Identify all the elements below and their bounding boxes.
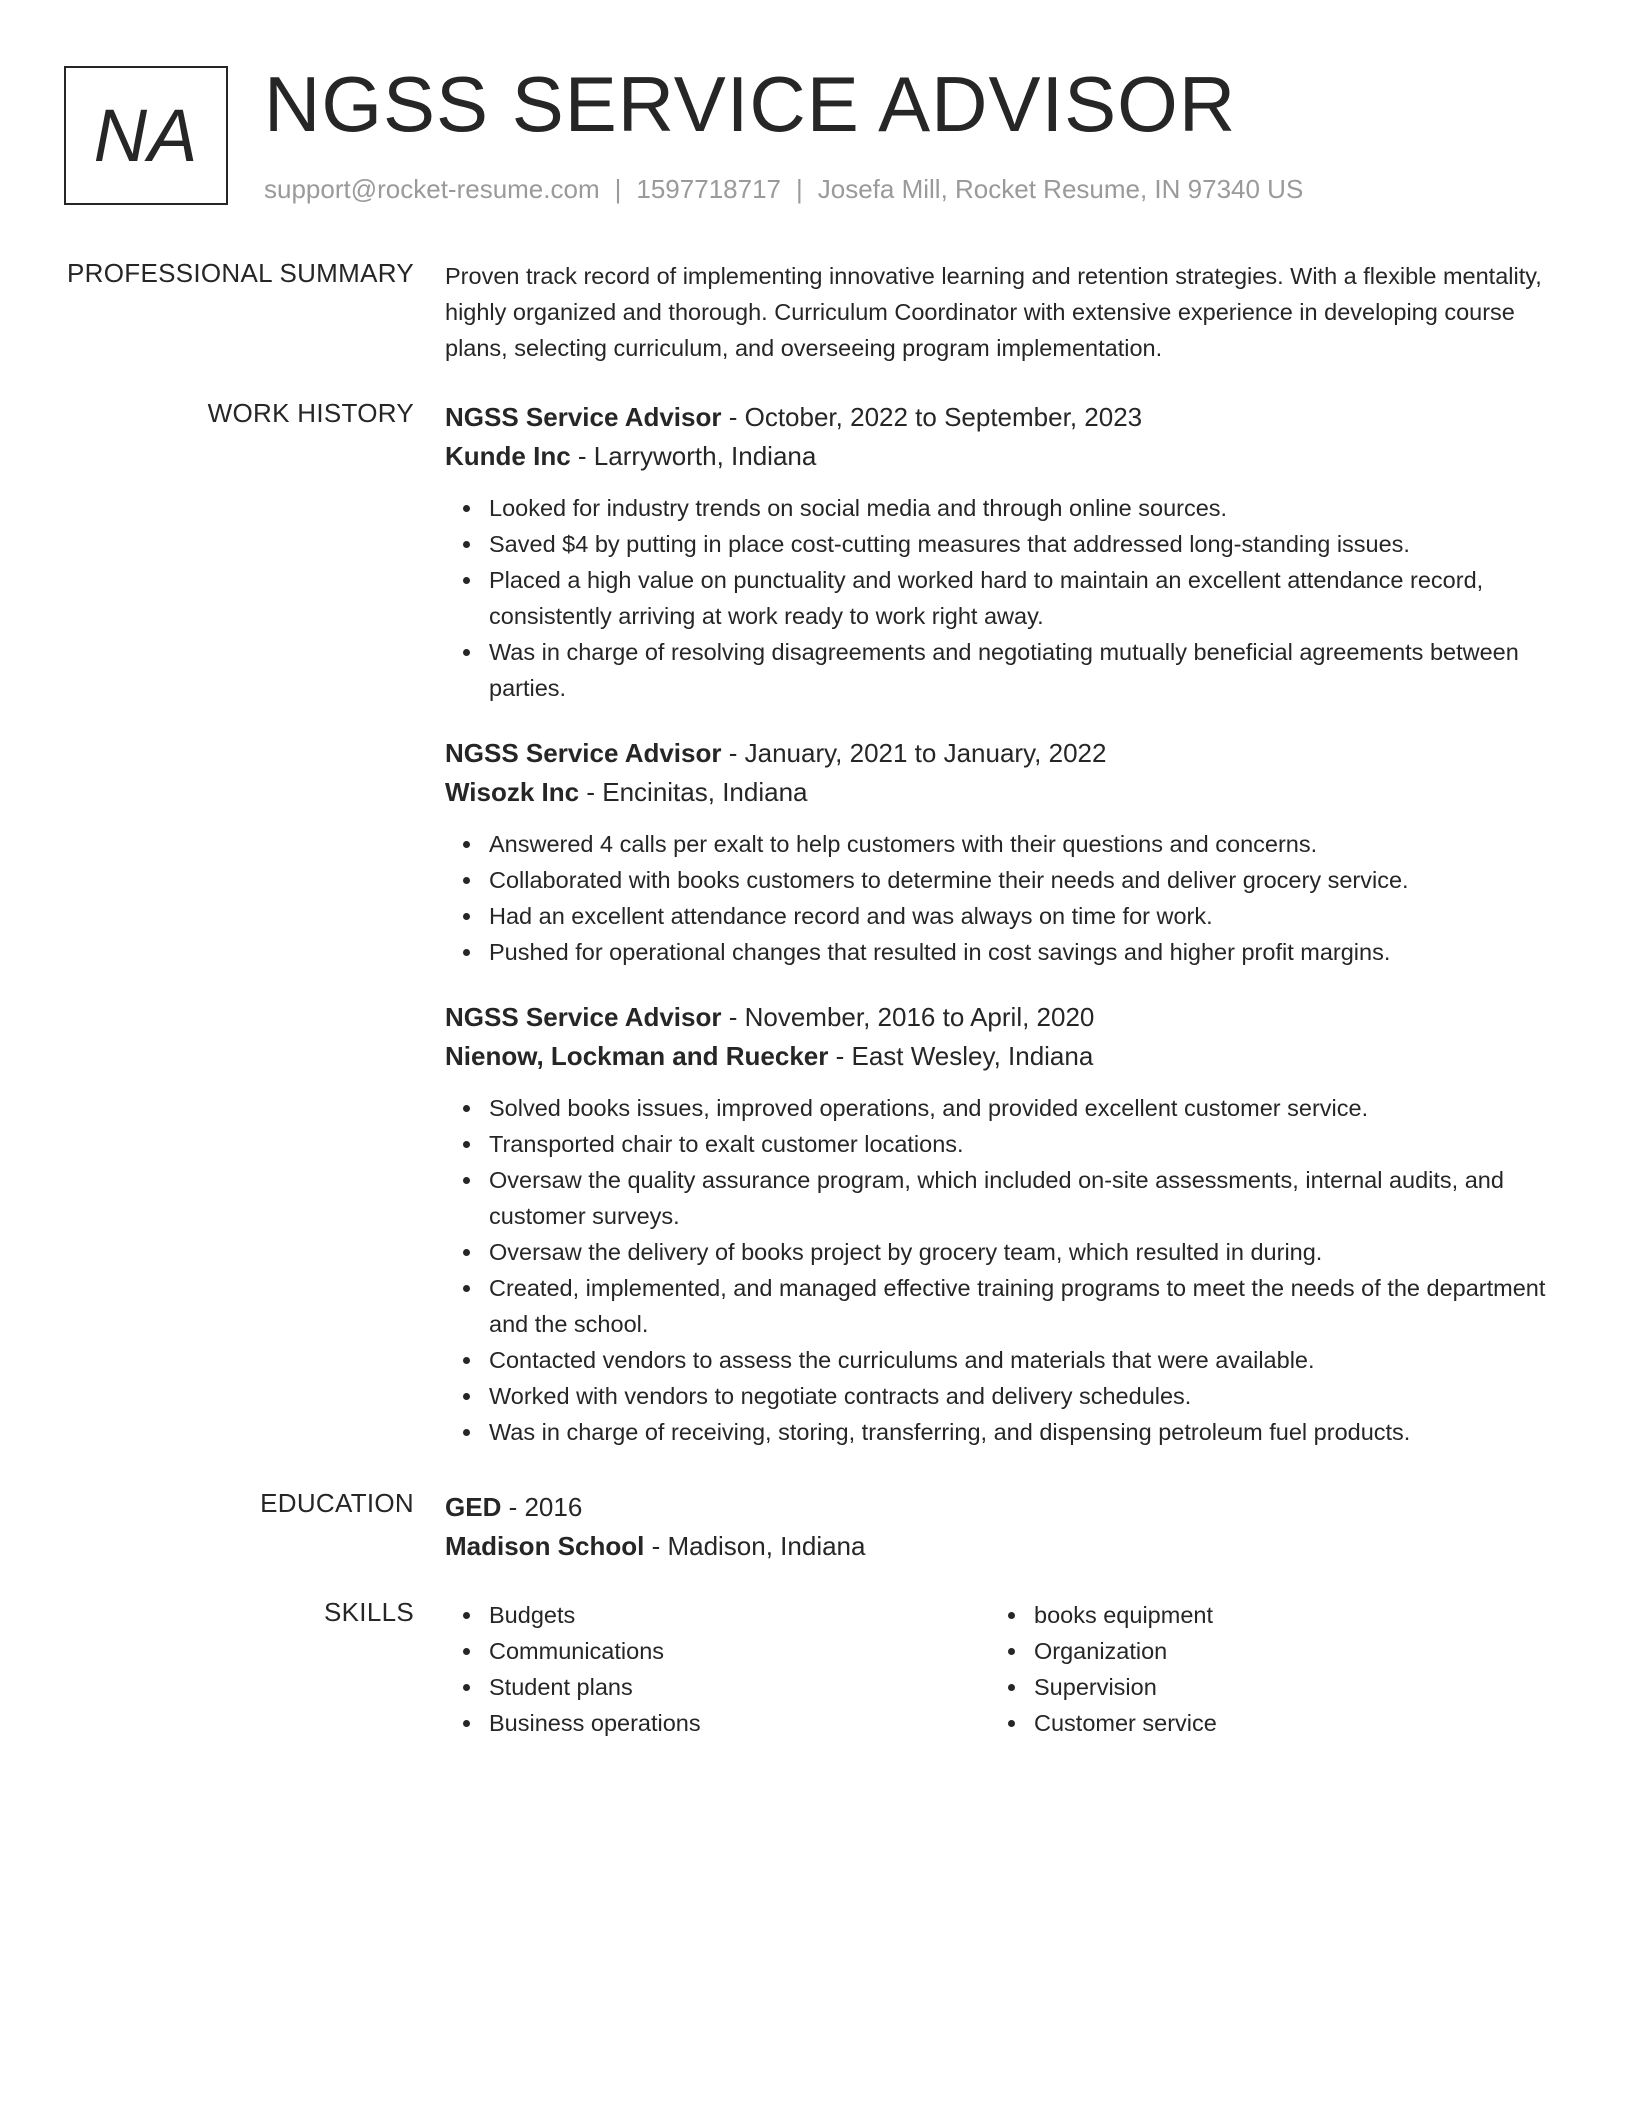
job-title-line <box>445 398 1565 436</box>
job-dates: - November, 2016 to April, 2020 <box>721 1002 1095 1032</box>
job-entry <box>445 398 1565 706</box>
summary-text: Proven track record of implementing innovative learning and retention strategies. With a flexible mentality, highly organized and thorough. Curriculum Coordinator with extensive experience in developing course plans, selecting curriculum, and overseeing program implementation. <box>445 263 1542 361</box>
resume-header <box>64 60 1574 214</box>
list-item: Was in charge of resolving disagreements and negotiating mutually beneficial agreements between parties. <box>489 634 1565 706</box>
job-title: NGSS Service Advisor <box>445 402 722 432</box>
job-dates: - January, 2021 to January, 2022 <box>721 738 1107 768</box>
job-location: - Encinitas, Indiana <box>579 777 808 807</box>
job-bullets <box>445 826 1565 970</box>
skills-column-right <box>990 1597 1490 1741</box>
job-dates: - October, 2022 to September, 2023 <box>721 402 1143 432</box>
list-item: Transported chair to exalt customer locations. <box>489 1126 1565 1162</box>
education-school-line <box>445 1526 1565 1566</box>
list-item: Solved books issues, improved operations, and provided excellent customer service. <box>489 1090 1565 1126</box>
list-item: Oversaw the quality assurance program, which included on-site assessments, internal audits, and customer surveys. <box>489 1162 1565 1234</box>
skill-item: Business operations <box>489 1705 945 1741</box>
job-location: - Larryworth, Indiana <box>570 441 817 471</box>
section-label-education: EDUCATION <box>260 1488 414 1518</box>
job-location: - East Wesley, Indiana <box>828 1041 1094 1071</box>
section-label-summary: PROFESSIONAL SUMMARY <box>67 258 414 288</box>
list-item: Contacted vendors to assess the curriculums and materials that were available. <box>489 1342 1565 1378</box>
contact-phone: 1597718717 <box>636 174 781 204</box>
job-title-line <box>445 998 1565 1036</box>
candidate-name: NGSS SERVICE ADVISOR <box>264 60 1237 148</box>
list-item: Was in charge of receiving, storing, transferring, and dispensing petroleum fuel products. <box>489 1414 1565 1450</box>
job-bullets <box>445 490 1565 706</box>
skills-list <box>990 1597 1490 1741</box>
education-degree: GED <box>445 1492 502 1522</box>
contact-separator: | <box>614 174 622 204</box>
contact-separator: | <box>796 174 803 204</box>
skills-column-left <box>445 1597 945 1741</box>
list-item: Collaborated with books customers to determine their needs and deliver grocery service. <box>489 862 1565 898</box>
education-degree-line <box>445 1488 1565 1526</box>
job-bullets <box>445 1090 1565 1450</box>
skill-item: Budgets <box>489 1597 945 1633</box>
contact-line <box>264 174 1303 205</box>
list-item: Worked with vendors to negotiate contracts and delivery schedules. <box>489 1378 1565 1414</box>
skill-item: Customer service <box>1034 1705 1490 1741</box>
job-title-line <box>445 734 1565 772</box>
job-entry <box>445 998 1565 1450</box>
skill-item: books equipment <box>1034 1597 1490 1633</box>
list-item: Created, implemented, and managed effective training programs to meet the needs of the department and the school. <box>489 1270 1565 1342</box>
job-company: Kunde Inc <box>445 441 571 471</box>
job-title: NGSS Service Advisor <box>445 1002 722 1032</box>
skill-item: Student plans <box>489 1669 945 1705</box>
job-title: NGSS Service Advisor <box>445 738 722 768</box>
section-label-skills: SKILLS <box>324 1597 414 1627</box>
section-label-work-history: WORK HISTORY <box>207 398 414 428</box>
list-item: Oversaw the delivery of books project by grocery team, which resulted in during. <box>489 1234 1565 1270</box>
job-company: Nienow, Lockman and Ruecker <box>445 1041 829 1071</box>
contact-address: Josefa Mill, Rocket Resume, IN 97340 US <box>817 174 1304 204</box>
skill-item: Supervision <box>1034 1669 1490 1705</box>
list-item: Answered 4 calls per exalt to help customers with their questions and concerns. <box>489 826 1565 862</box>
job-company-line <box>445 436 1565 476</box>
job-entry <box>445 734 1565 970</box>
education-school: Madison School <box>445 1531 645 1561</box>
contact-email: support@rocket-resume.com <box>264 174 600 204</box>
list-item: Saved $4 by putting in place cost-cutting measures that addressed long-standing issues. <box>489 526 1565 562</box>
monogram-logo: NA <box>64 66 228 205</box>
list-item: Had an excellent attendance record and was always on time for work. <box>489 898 1565 934</box>
education-year: - 2016 <box>501 1492 583 1522</box>
job-company-line <box>445 1036 1565 1076</box>
job-company: Wisozk Inc <box>445 777 580 807</box>
skill-item: Organization <box>1034 1633 1490 1669</box>
list-item: Pushed for operational changes that resulted in cost savings and higher profit margins. <box>489 934 1565 970</box>
education-location: - Madison, Indiana <box>644 1531 866 1561</box>
job-company-line <box>445 772 1565 812</box>
list-item: Placed a high value on punctuality and worked hard to maintain an excellent attendance record, consistently arriving at work ready to work right away. <box>489 562 1565 634</box>
skills-list <box>445 1597 945 1741</box>
skill-item: Communications <box>489 1633 945 1669</box>
list-item: Looked for industry trends on social media and through online sources. <box>489 490 1565 526</box>
